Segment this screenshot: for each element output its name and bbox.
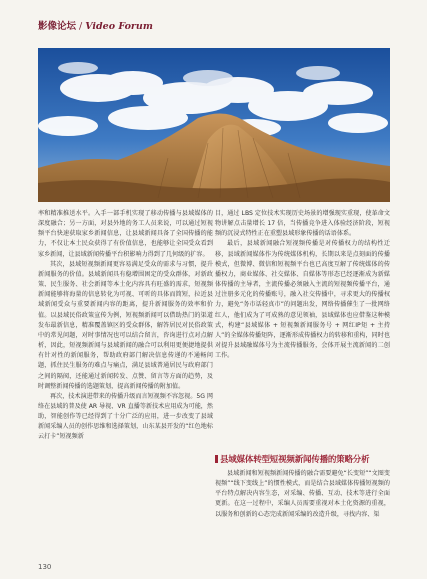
left-column <box>38 209 213 443</box>
heading-bar-icon <box>215 455 218 463</box>
paragraph: 最后，县域新闻融合短视频传播是对传播权力的结构性迁移，县域新闻媒体作为传统媒体机构，长期以来是点刻面的传播模式，但微博、微信和短视频平台也已高度互解了传统媒体的传播权力，商业媒体、社交媒体、自媒体等形态已经逐渐成为新媒体传播的主导者，主流传播必须融入主流的短视频传播平台，通过注册多元化的传播账号，融入社交传播中，寻求更大的传播权力，避免“务市话轻真市”的问题出发，网络传播催生了一批网络红人，他们成为了可成熟的意见领袖，县域媒体也应借鉴这种模式，构建“县域媒体 + 短视频新闻服务号 + 网红IP矩 + 主持人”的全媒体传播矩阵，逐渐形成传播权力的转移和重构，同时也对提升县域融媒体号为主流传播服务，会体开展主流新闻的二创工作。 <box>215 240 390 360</box>
header-title-cn: 影像论坛 <box>38 21 77 32</box>
header-title-en: Video Forum <box>85 21 153 32</box>
paragraph: 再次，技术演进带来的传播升级而言短视频不容忽视。5G 网络在县域的普及使 AR 导视、VR 直播等新技术应用成为可能，然助，智能创作等已经得到了十分广泛的应用，进一步改变了县域新闻采编人员的创作思维和选择策划，山东某县开发的“红色地标云打卡”短视频新 <box>38 392 213 441</box>
paragraph: 其次，县域短视频新闻更容易满足受众的需求与习惯，提升新闻服务的价值。县域新闻具有稳增围困定的受众群体，对新政策、民生服务、社会新闻等本土化内容具有旺盛的需求，短视频新闻能够将海量的信息转化为可视、可听的具体而简短，拉近县域新闻受众与重要新闻内容的距离，提升新闻服务的效率和价值。以县域民俗政策宣传为例，短视频新闻可以借助热门的渠道发布最新信息，精准覆盖镇区的受众群体，解答居民对民俗政策中的常见问题，对时事情况也可以结合留言，咨询进行点对点解析，因此，短视频新闻与县域新闻的融合可以利用更便捷地提供有针对性的新闻服务，帮助政府部门解决信息传递的不通畅问题，抓住民生服务的难点与痛点，满足县域普通居民与政府部门之间的隔阂，还能通过新闻转发、点赞、留言等方面的趋势，及时调整新闻传播的选题策划，提高新闻传播的附加值。 <box>38 260 213 390</box>
paragraph: 率和精准推送水平。入手一部手机实现了移动传播与县域媒体的深度融合；另一方面，对县外地的务工人员来说，可以通过短视频平台快速获取家乡新闻信息，让县域新闻具备了全国传播的能力，不仅让本土民众获得了有价值信息，也能够让全国受众看到家乡新闻，让县域新闻传播平台积影响力得到了几何级的扩容。 <box>38 210 213 258</box>
header <box>38 18 153 32</box>
page-number: 130 <box>38 563 52 571</box>
paragraph: 县域新闻和短视频新闻传播的融合需要避免“长变短”“文图变视频”“线下变线上”的惯性模式，而是结合县域媒体传播短视频的平台特点解决内容生态，对采编、传播、互动、技术等进行全面更新。在这一过程中，采编人员需要重视对本土化资源的重视，以服务和创新的心态完成新闻采编的改造升级，寻找内容、渠 <box>215 470 390 518</box>
right-column <box>215 209 390 361</box>
header-separator: / <box>79 21 83 32</box>
landscape-photo <box>38 48 390 202</box>
right-column-bottom <box>215 469 390 520</box>
section-heading-text: 县域媒体转型短视频新闻传播的策略分析 <box>220 455 370 465</box>
section-heading <box>215 453 393 465</box>
paragraph: 目，通过 LBS 定位技术实现历史场景的增强现实重现，使革命文物讲解点击量增长 17 倍，当传播竞争进入体验经济阶段，短视频的沉浸式特性正在重塑县域形象传播的话语体系。 <box>215 210 390 238</box>
